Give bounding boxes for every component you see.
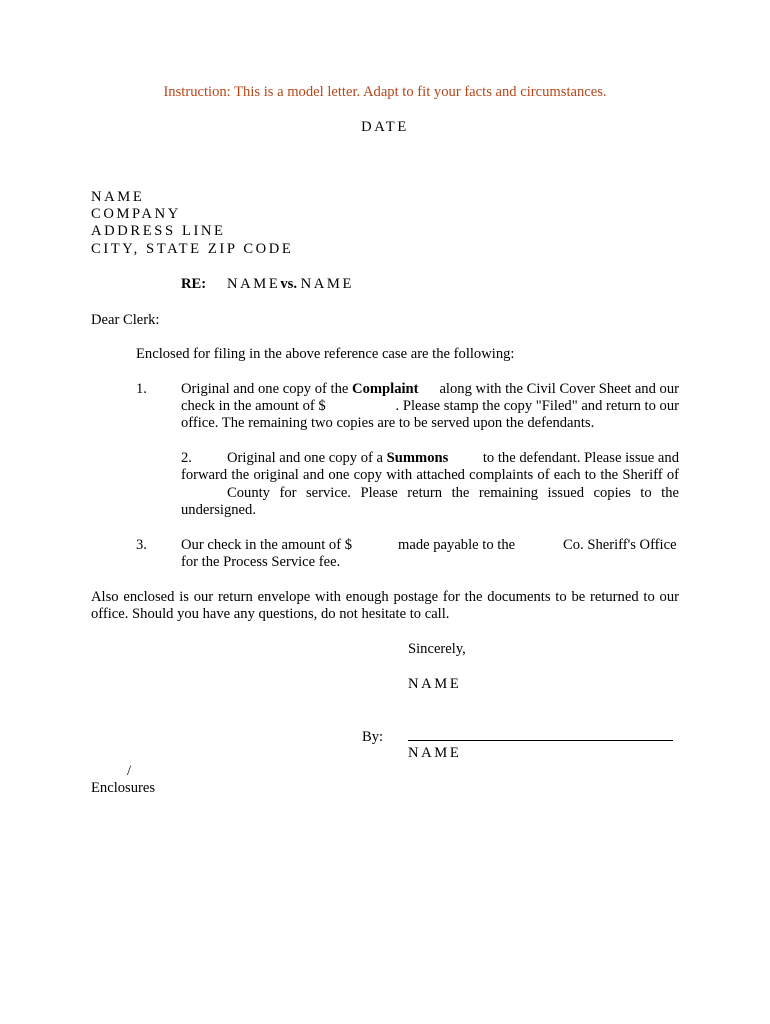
item-1-stamp-text: . Please stamp the copy "Filed" and return to our: [395, 398, 679, 414]
intro-paragraph: Enclosed for filing in the above reference case are the following:: [136, 346, 515, 362]
instruction-note: Instruction: This is a model letter. Adapt to fit your facts and circumstances.: [163, 84, 607, 100]
signer-name: NAME: [408, 676, 462, 692]
item-3-payable: made payable to the: [398, 537, 516, 553]
item-1-number: 1.: [136, 381, 147, 397]
item-3-number: 3.: [136, 537, 147, 553]
item-1-check-label: check in the amount of $: [181, 398, 326, 414]
letter-date: DATE: [361, 119, 409, 135]
re-line: [227, 276, 354, 293]
initials-slash: /: [127, 763, 132, 779]
signature-line: [408, 740, 673, 741]
item-1-line-1-full: [181, 381, 679, 398]
re-label: RE:: [181, 276, 207, 292]
item-2-line-3: County for service. Please return the remaining issued copies to the: [227, 485, 679, 501]
item-1-complaint: Complaint: [352, 381, 419, 397]
sincerely: Sincerely,: [408, 641, 466, 657]
item-2-post-text: to the defendant. Please issue and: [482, 450, 679, 466]
item-2-summons: Summons: [386, 450, 449, 466]
item-3-check-label: Our check in the amount of $: [181, 537, 353, 553]
re-party-2: NAME: [300, 276, 355, 292]
recipient-address: ADDRESS LINE: [91, 223, 226, 239]
item-2-line-2: forward the original and one copy with attached complaints of each to the Sheriff of: [181, 467, 679, 483]
re-party-1: NAME: [227, 276, 281, 292]
item-3-line-2: for the Process Service fee.: [181, 554, 341, 570]
signer-name-2: NAME: [408, 745, 462, 761]
item-2-line-4: undersigned.: [181, 502, 256, 518]
recipient-company: COMPANY: [91, 206, 181, 222]
item-2-line-1: [227, 450, 679, 467]
closing-paragraph: Also enclosed is our return envelope with enough postage for the documents to be returned to our office. Should you have any questions, do not hesitate to call.: [91, 589, 679, 622]
by-label: By:: [362, 729, 384, 745]
item-1-line-3: office. The remaining two copies are to be served upon the defendants.: [181, 415, 595, 431]
recipient-name: NAME: [91, 189, 145, 205]
enclosures-label: Enclosures: [91, 780, 156, 796]
item-1-post-text: along with the Civil Cover Sheet and our: [439, 381, 679, 397]
item-2-number: 2.: [181, 450, 192, 466]
item-2-pre-text: Original and one copy of a: [227, 450, 387, 466]
item-1-pre-text: Original and one copy of the: [181, 381, 353, 397]
recipient-city: CITY, STATE ZIP CODE: [91, 241, 294, 257]
re-vs: vs.: [280, 276, 297, 292]
item-3-sheriff-office: Co. Sheriff's Office: [563, 537, 677, 553]
salutation: Dear Clerk:: [91, 312, 160, 328]
